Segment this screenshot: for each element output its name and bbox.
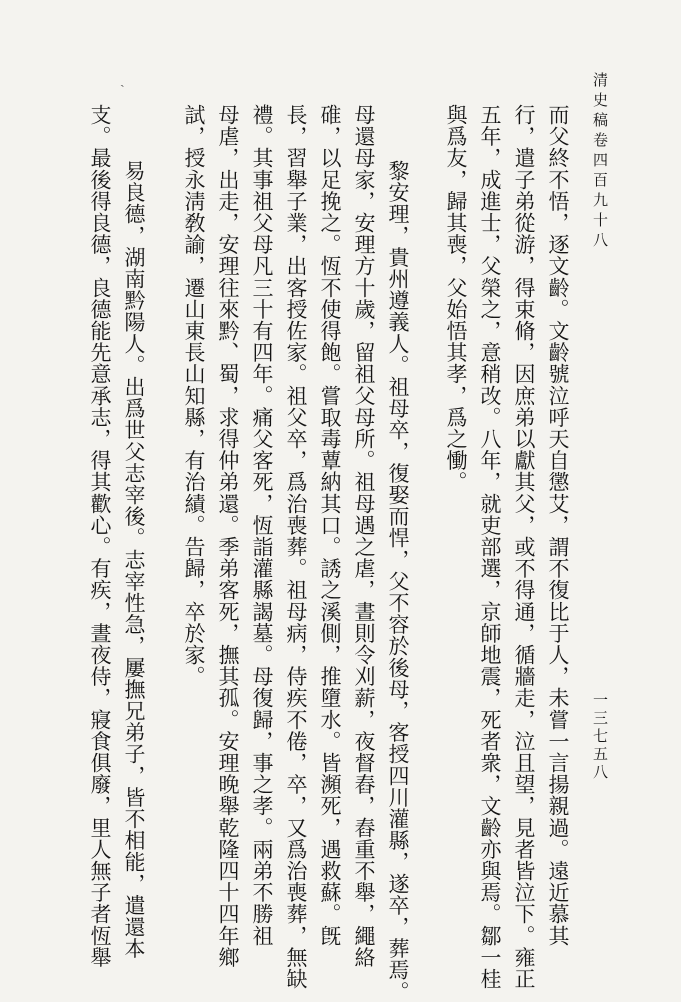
text-column: 試，授永淸敎諭，遷山東長山知縣，有治績。告歸，卒於家。 — [182, 104, 206, 688]
text-column: 黎安理，貴州遵義人。祖母卒，復娶而悍，父不容於後母，客授四川灌縣，遂卒，葬焉。 — [386, 160, 410, 1002]
text-column: 碓，以足挽之。恆不使得飽。嘗取毒蕈納其口。誘之溪側，推墮水。皆瀕死，遇救蘇。旣 — [318, 104, 342, 947]
text-column: 與爲友，歸其喪，父始悟其孝，爲之慟。 — [444, 104, 468, 493]
scan-mark: ˎ — [120, 72, 125, 88]
text-column: 禮。其事祖父母凡三十有四年。痛父客死，恆詣灌縣謁墓。母復歸，事之孝。兩弟不勝祖 — [250, 104, 274, 947]
text-column: 母還母家，安理方十歲，留祖父母所。祖母遇之虐，晝則令刈薪，夜督舂，舂重不舉，繩絡 — [352, 104, 376, 968]
text-column: 母虐，出走，安理往來黔、蜀，求得仲弟還。季弟客死，撫其孤。安理晚舉乾隆四十四年鄉 — [216, 104, 240, 968]
text-column: 易良德，湖南黔陽人。出爲世父志宰後。志宰性急，屢撫兄弟子，皆不相能，遣還本 — [122, 160, 146, 960]
text-column: 而父終不悟，逐文齡。文齡號泣呼天自懲艾，謂不復比于人，未嘗一言揚親過。遠近慕其 — [546, 104, 570, 947]
text-column: 長，習舉子業，出客授佐家。祖父卒，爲治喪葬。祖母病，侍疾不倦，卒，又爲治喪葬，無缺 — [284, 104, 308, 990]
running-title: 清史稿卷四百九十八 — [591, 72, 609, 252]
text-column: 行，遣子弟從游，得束脩，因庶弟以獻其父，或不得通，循牆走，泣且望，見者皆泣下。雍正 — [512, 104, 536, 990]
text-column: 支。最後得良德，良德能先意承志，得其歡心。有疾，晝夜侍，寢食俱廢，里人無子者恆舉 — [88, 104, 112, 968]
text-column: 五年，成進士，父榮之，意稍改。八年，就吏部選，京師地震，死者衆，文齡亦與焉。鄒一桂 — [478, 104, 502, 990]
page-number: 一三七五八 — [591, 692, 609, 782]
